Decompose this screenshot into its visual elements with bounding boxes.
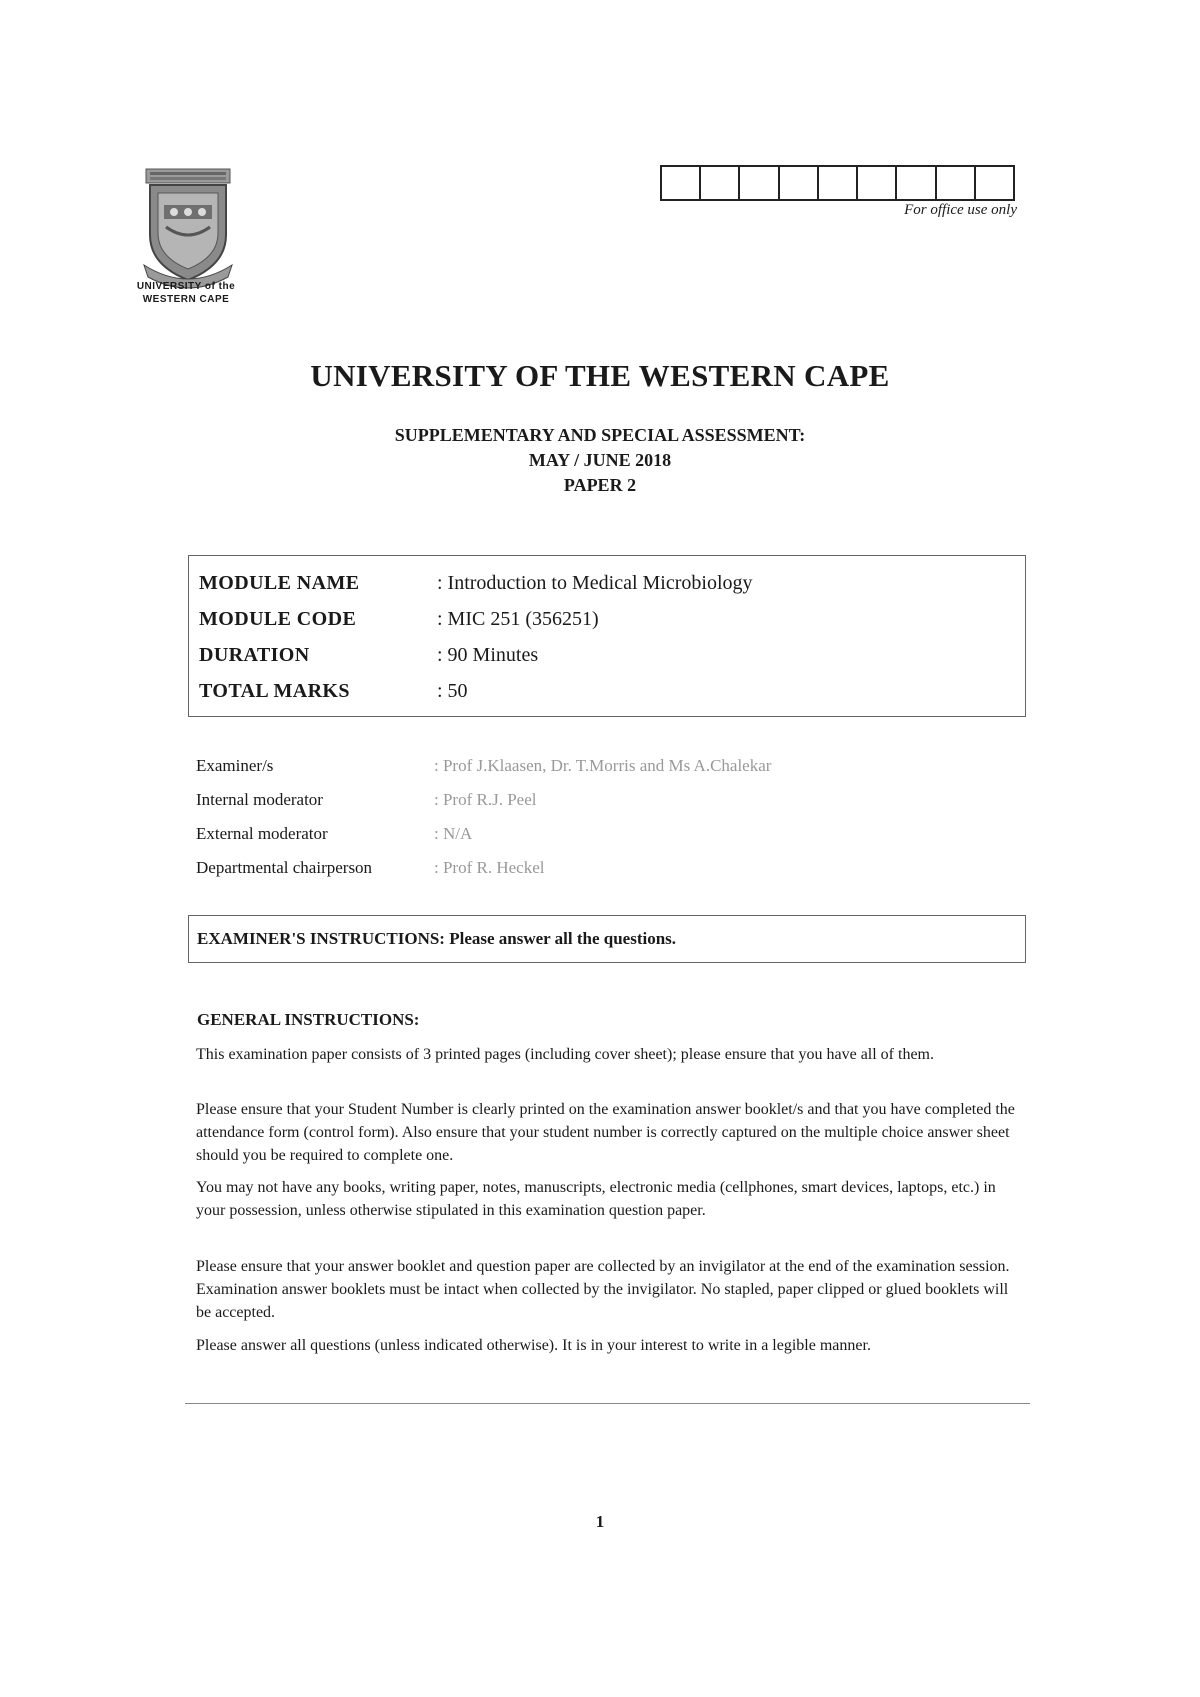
logo-wordmark	[126, 280, 246, 306]
office-use-boxes	[660, 165, 1015, 201]
examiners-value: : Prof J.Klaasen, Dr. T.Morris and Ms A.Chalekar	[434, 756, 772, 775]
examiner-instructions-box	[188, 915, 1026, 963]
module-name-value: : Introduction to Medical Microbiology	[437, 572, 753, 594]
instruction-paragraph: Please ensure that your answer booklet and question paper are collected by an invigilator at the end of the examination session. Examination answer booklets must be intact when collected by the invigilator. No stapled, paper clipped or glued booklets will be accepted.	[196, 1258, 1010, 1321]
office-box[interactable]	[856, 165, 895, 201]
total-marks-value: : 50	[437, 680, 468, 702]
module-code-value: : MIC 251 (356251)	[437, 608, 599, 630]
total-marks-label: TOTAL MARKS	[199, 680, 350, 702]
paper-title: PAPER 2	[563, 475, 637, 495]
page-number: 1	[595, 1512, 605, 1531]
module-code-label: MODULE CODE	[199, 608, 357, 630]
assessment-title: SUPPLEMENTARY AND SPECIAL ASSESSMENT:	[394, 425, 806, 445]
office-box[interactable]	[817, 165, 856, 201]
duration-label: DURATION	[199, 644, 310, 666]
examiners-label: Examiner/s	[196, 756, 274, 775]
instruction-paragraph: You may not have any books, writing paper, notes, manuscripts, electronic media (cellphones, smart devices, laptops, etc.) in your possession, unless otherwise stipulated in this examination question paper.	[196, 1179, 996, 1219]
footer-divider	[185, 1403, 1030, 1404]
module-name-label: MODULE NAME	[199, 572, 360, 594]
office-box[interactable]	[935, 165, 974, 201]
office-box[interactable]	[974, 165, 1015, 201]
instruction-paragraph: Please answer all questions (unless indicated otherwise). It is in your interest to write in a legible manner.	[196, 1337, 871, 1354]
logo-text-line-1: UNIVERSITY of the	[136, 281, 236, 292]
office-use-label: For office use only	[904, 202, 1017, 218]
module-info-box	[188, 555, 1026, 717]
internal-moderator-label: Internal moderator	[196, 790, 323, 809]
office-box[interactable]	[895, 165, 934, 201]
office-box[interactable]	[699, 165, 738, 201]
internal-moderator-value: : Prof R.J. Peel	[434, 790, 537, 809]
external-moderator-label: External moderator	[196, 824, 328, 843]
general-instructions-heading: GENERAL INSTRUCTIONS:	[197, 1010, 420, 1029]
office-box[interactable]	[738, 165, 777, 201]
examiner-instructions-text: EXAMINER'S INSTRUCTIONS: Please answer all the questions.	[197, 929, 677, 948]
logo-text-line-2: WESTERN CAPE	[142, 294, 230, 305]
duration-value: : 90 Minutes	[437, 644, 539, 666]
instruction-paragraph: This examination paper consists of 3 printed pages (including cover sheet); please ensure that you have all of them.	[196, 1046, 934, 1063]
external-moderator-value: : N/A	[434, 824, 473, 843]
university-crest-logo	[140, 165, 236, 295]
departmental-chairperson-value: : Prof R. Heckel	[434, 858, 545, 877]
instruction-paragraph: Please ensure that your Student Number is clearly printed on the examination answer booklet/s and that you have completed the attendance form (control form). Also ensure that your student number is correctly captured on the multiple choice answer sheet should you be required to complete one.	[196, 1101, 1015, 1164]
university-title: UNIVERSITY OF THE WESTERN CAPE	[310, 358, 890, 393]
office-box[interactable]	[660, 165, 699, 201]
departmental-chairperson-label: Departmental chairperson	[196, 858, 373, 877]
session-title: MAY / JUNE 2018	[528, 450, 672, 470]
office-box[interactable]	[778, 165, 817, 201]
